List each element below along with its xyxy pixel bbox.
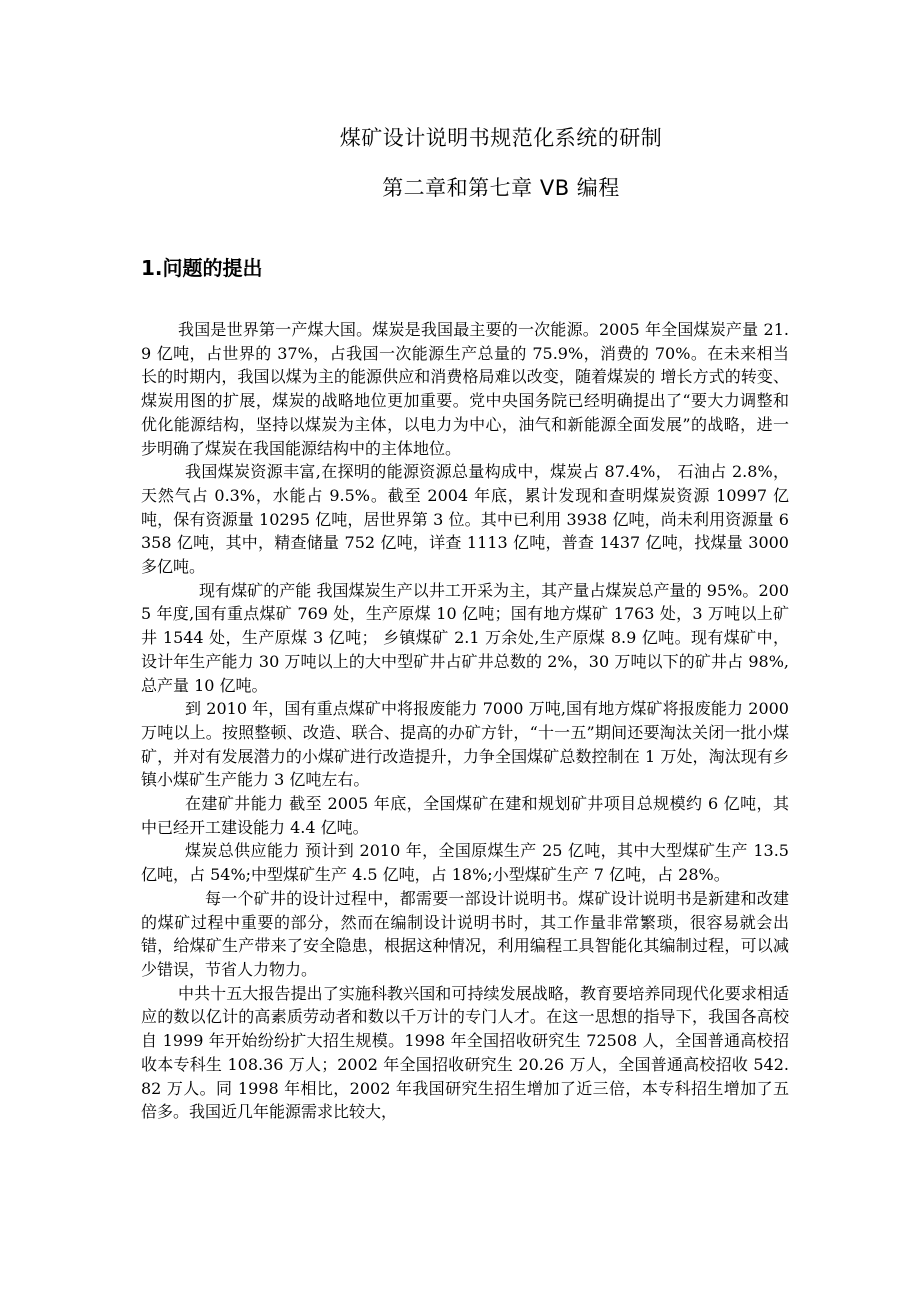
body-text [141, 318, 789, 1124]
paragraph-2: 我国煤炭资源丰富,在探明的能源资源总量构成中，煤炭占 87.4%， 石油占 2.8%，天然气占 0.3%，水能占 9.5%。截至 2004 年底，累计发现和查明煤炭资源 10997 亿吨，保有资源量 10295 亿吨，居世界第 3 位。其中已利用 3938 亿吨，尚未利用资源量 6358 亿吨，其中，精查储量 752 亿吨，详查 1113 亿吨，普查 1437 亿吨，找煤量 3000 多亿吨。 [141, 462, 789, 577]
paragraph-5: 在建矿井能力 截至 2005 年底，全国煤矿在建和规划矿井项目总规模约 6 亿吨，其中已经开工建设能力 4.4 亿吨。 [141, 794, 789, 837]
section-heading: 1.问题的提出 [141, 256, 263, 280]
paragraph-1: 我国是世界第一产煤大国。煤炭是我国最主要的一次能源。2005 年全国煤炭产量 21.9 亿吨，占世界的 37%，占我国一次能源生产总量的 75.9%，消费的 70%。在未来相当长的时期内，我国以煤为主的能源供应和消费格局难以改变，随着煤炭的 增长方式的转变、煤炭用图的扩展，煤炭的战略地位更加重要。党中央国务院已经明确提出了“要大力调整和优化能源结构，坚持以煤炭为主体，以电力为中心，油气和新能源全面发展”的战略，进一步明确了煤炭在我国能源结构中的主体地位。 [141, 320, 789, 458]
paragraph-6: 煤炭总供应能力 预计到 2010 年，全国原煤生产 25 亿吨，其中大型煤矿生产 13.5 亿吨，占 54%;中型煤矿生产 4.5 亿吨，占 18%;小型煤矿生产 7 亿吨，占 28%。 [141, 841, 789, 885]
paragraph-4: 到 2010 年，国有重点煤矿中将报废能力 7000 万吨,国有地方煤矿将报废能力 2000 万吨以上。按照整顿、改造、联合、提高的办矿方针，“十一五”期间还要淘汰关闭一批小煤矿，并对有发展潜力的小煤矿进行改造提升，力争全国煤矿总数控制在 1 万处，淘汰现有乡镇小煤矿生产能力 3 亿吨左右。 [141, 699, 789, 790]
paragraph-7: 每一个矿井的设计过程中，都需要一部设计说明书。煤矿设计说明书是新建和改建的煤矿过程中重要的部分，然而在编制设计说明书时，其工作量非常繁琐，很容易就会出错，给煤矿生产带来了安全隐患，根据这种情况，利用编程工具智能化其编制过程，可以减少错误，节省人力物力。 [141, 888, 789, 979]
paragraph-3: 现有煤矿的产能 我国煤炭生产以井工开采为主，其产量占煤炭总产量的 95%。2005 年度,国有重点煤矿 769 处，生产原煤 10 亿吨；国有地方煤矿 1763 处，3 万吨以上矿井 1544 处，生产原煤 3 亿吨； 乡镇煤矿 2.1 万余处,生产原煤 8.9 亿吨。现有煤矿中，设计年生产能力 30 万吨以上的大中型矿井占矿井总数的 2%，30 万吨以下的矿井占 98%,总产量 10 亿吨。 [141, 580, 789, 695]
document-title: 煤矿设计说明书规范化系统的研制 [339, 126, 663, 150]
paragraph-8: 中共十五大报告提出了实施科教兴国和可持续发展战略，教育要培养同现代化要求相适应的数以亿计的高素质劳动者和数以千万计的专门人才。在这一思想的指导下，我国各高校自 1999 年开始纷纷扩大招生规模。1998 年全国招收研究生 72508 人，全国普通高校招收本专科生 108.36 万人；2002 年全国招收研究生 20.26 万人，全国普通高校招收 542.82 万人。同 1998 年相比，2002 年我国研究生招生增加了近三倍，本专科招生增加了五倍多。我国近几年能源需求比较大， [141, 983, 789, 1122]
document-subtitle: 第二章和第七章 VB 编程 [382, 176, 620, 200]
